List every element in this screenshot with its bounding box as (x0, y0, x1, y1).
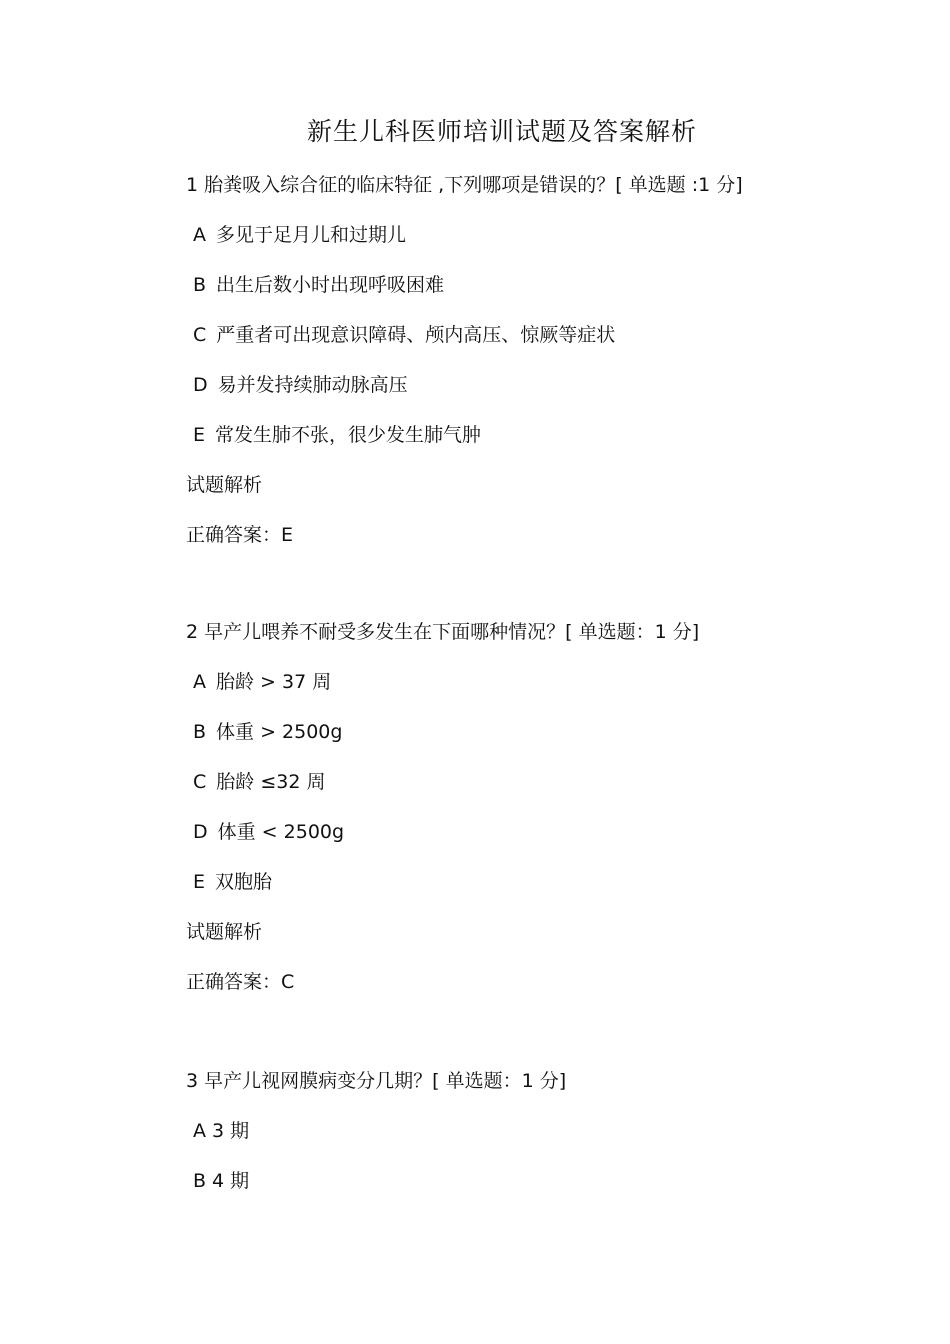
option-letter: C (193, 324, 207, 346)
question-1 (186, 160, 866, 560)
option-letter: E (193, 424, 206, 446)
option-text: 体重 > 2500g (216, 721, 343, 743)
analysis-label: 试题解析 (186, 921, 263, 943)
option-a (186, 657, 866, 707)
option-a (186, 210, 866, 260)
question-3 (186, 1056, 866, 1206)
option-b (186, 1156, 866, 1206)
option-letter: E (193, 871, 206, 893)
option-letter: A (193, 224, 206, 246)
option-letter: B (193, 721, 207, 743)
option-text: 出生后数小时出现呼吸困难 (216, 274, 445, 296)
option-letter: B (193, 1170, 207, 1192)
option-letter: D (193, 374, 208, 396)
option-letter: D (193, 821, 208, 843)
option-d (186, 360, 866, 410)
question-2 (186, 607, 866, 1007)
option-c (186, 757, 866, 807)
option-text: 多见于足月儿和过期儿 (216, 224, 407, 246)
option-b (186, 707, 866, 757)
option-text: 常发生肺不张，很少发生肺气肿 (215, 424, 482, 446)
option-e (186, 857, 866, 907)
option-text: 体重 < 2500g (217, 821, 345, 843)
option-letter: A (193, 671, 206, 693)
analysis-label: 试题解析 (186, 474, 263, 496)
question-stem: 2 早产儿喂养不耐受多发生在下面哪种情况？[ 单选题：1 分] (186, 621, 700, 643)
option-text: 3 期 (212, 1120, 250, 1142)
option-text: 胎龄 > 37 周 (216, 671, 332, 693)
option-d (186, 807, 866, 857)
question-stem: 1 胎粪吸入综合征的临床特征 ,下列哪项是错误的？[ 单选题 :1 分] (186, 174, 743, 196)
option-text: 双胞胎 (215, 871, 273, 893)
option-text: 胎龄 ≤32 周 (216, 771, 326, 793)
option-text: 严重者可出现意识障碍、颅内高压、惊厥等症状 (216, 324, 616, 346)
option-text: 4 期 (212, 1170, 250, 1192)
correct-answer: 正确答案：C (186, 971, 295, 993)
option-text: 易并发持续肺动脉高压 (217, 374, 408, 396)
question-stem: 3 早产儿视网膜病变分几期？[ 单选题：1 分] (186, 1070, 567, 1092)
document-title: 新生儿科医师培训试题及答案解析 (306, 117, 697, 146)
option-c (186, 310, 866, 360)
option-letter: B (193, 274, 207, 296)
option-letter: C (193, 771, 207, 793)
option-letter: A (193, 1120, 206, 1142)
option-e (186, 410, 866, 460)
correct-answer: 正确答案：E (186, 524, 294, 546)
option-b (186, 260, 866, 310)
option-a (186, 1106, 866, 1156)
